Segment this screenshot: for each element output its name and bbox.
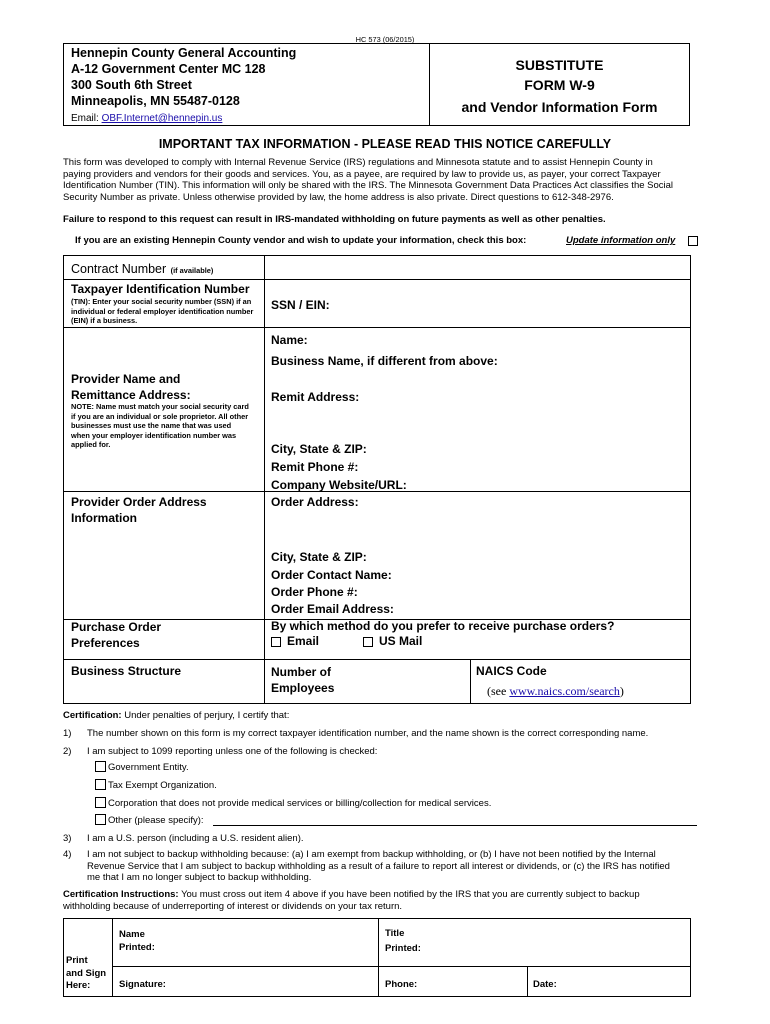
option-corporation: Corporation that does not provide medical services or billing/collection for medical services. (108, 798, 492, 809)
title-printed-field[interactable] (430, 920, 688, 964)
form-title (429, 55, 690, 117)
name-printed-line: Printed: (119, 941, 155, 953)
org-address (71, 45, 296, 109)
signature-label: Signature: (119, 979, 166, 990)
name-printed-line: Name (119, 929, 145, 940)
date-field[interactable] (562, 968, 689, 996)
order-address-label: Order Address: (271, 495, 359, 509)
provider-label-line: Provider Name and (71, 372, 181, 386)
name-printed-field[interactable] (168, 920, 376, 964)
po-mail-label: US Mail (379, 634, 423, 648)
business-structure-label: Business Structure (71, 664, 182, 678)
notice-line: Identification Number (TIN). This information will only be shared with the IRS. The Minnesota Government Data Practices Act classifies the Social (63, 180, 674, 191)
item-3-text: I am a U.S. person (including a U.S. resident alien). (87, 833, 304, 844)
po-preferences-label (71, 619, 161, 651)
other-specify-line[interactable] (213, 825, 697, 826)
instructions-line: withholding because of underreporting of interest or dividends on your tax return. (63, 900, 403, 912)
item-4-line: Revenue Service that I am subject to backup withholding as a result of a failure to report all interest or dividends, or (c) the IRS has notified (87, 860, 670, 872)
phone-label: Phone: (385, 979, 418, 990)
print-sign-line: Print (66, 955, 88, 966)
tin-note (71, 297, 253, 326)
org-name: Hennepin County General Accounting (71, 46, 297, 60)
notice-body (63, 157, 673, 203)
certification-label: Certification: (63, 710, 122, 721)
naics-see: (see (487, 684, 510, 698)
title-printed-line: Title (385, 928, 405, 939)
website-label: Company Website/URL: (271, 478, 407, 492)
print-sign-label (66, 955, 106, 993)
po-pref-line: Preferences (71, 636, 140, 650)
certification-instructions (63, 889, 640, 912)
form-number: HC 573 (06/2015) (355, 35, 415, 44)
item-3-number: 3) (63, 833, 72, 844)
provider-note-line: NOTE: Name must match your social security card (71, 402, 249, 411)
item-2-text: I am subject to 1099 reporting unless one of the following is checked: (87, 746, 378, 757)
option-tax-exempt: Tax Exempt Organization. (108, 780, 217, 791)
org-line-4: Minneapolis, MN 55487-0128 (71, 94, 240, 108)
contract-label-text: Contract Number (71, 262, 167, 276)
order-city-state-zip-label: City, State & ZIP: (271, 550, 367, 564)
notice-line: Security Number as private. Unless otherwise provided by law, the home address is also private. Direct questions to 612-348-2976. (63, 191, 614, 203)
contract-number-label (71, 260, 213, 278)
government-entity-checkbox[interactable] (95, 761, 106, 772)
remit-address-label: Remit Address: (271, 390, 360, 404)
provider-note (71, 402, 249, 450)
order-info-label (71, 494, 207, 526)
tin-note-line: individual or federal employer identification number (71, 306, 254, 316)
print-sign-line: Here: (66, 980, 91, 991)
item-4-line: me that I am no longer subject to backup withholding. (87, 872, 312, 883)
title-substitute: SUBSTITUTE (515, 57, 604, 73)
name-label: Name: (271, 333, 308, 347)
notice-line: This form was developed to comply with Internal Revenue Service (IRS) regulations and Minnesota statute and to assist Hennepin County in (63, 157, 653, 168)
order-contact-label: Order Contact Name: (271, 568, 392, 582)
contract-note: (if available) (170, 266, 214, 275)
po-email-label: Email (287, 634, 320, 648)
naics-close: ) (619, 684, 624, 698)
remit-phone-label: Remit Phone #: (271, 460, 359, 474)
provider-label-line: Remittance Address: (71, 388, 191, 402)
notice-heading: IMPORTANT TAX INFORMATION - PLEASE READ THIS NOTICE CAREFULLY (158, 137, 612, 151)
order-info-line: Information (71, 511, 137, 525)
title-printed-line: Printed: (385, 943, 421, 954)
item-2-number: 2) (63, 746, 72, 757)
update-only-checkbox[interactable] (688, 236, 698, 246)
name-printed-label (119, 929, 155, 954)
tin-note-line: (EIN) if a business. (71, 316, 138, 325)
po-email-checkbox[interactable] (271, 637, 281, 647)
po-question: By which method do you prefer to receive purchase orders? (271, 619, 615, 633)
item-1-text: The number shown on this form is my correct taxpayer identification number, and the name shown is the correct corresponding name. (87, 728, 649, 739)
certification-intro-text: Under penalties of perjury, I certify that: (124, 710, 290, 721)
tin-note-line: (TIN): Enter your social security number (SSN) if an (71, 297, 252, 306)
business-name-label: Business Name, if different from above: (271, 354, 498, 368)
provider-note-line: when your employer identification number was (71, 430, 237, 440)
phone-field[interactable] (420, 968, 525, 996)
print-sign-line: and Sign (66, 967, 107, 979)
order-phone-label: Order Phone #: (271, 585, 358, 599)
existing-vendor-text: If you are an existing Hennepin County vendor and wish to update your information, check this box: (75, 235, 527, 246)
provider-note-line: businesses must use the name that was used (71, 421, 232, 430)
signature-field[interactable] (172, 968, 376, 996)
other-checkbox[interactable] (95, 814, 106, 825)
naics-link[interactable]: www.naics.com/search (509, 684, 620, 698)
provider-label (71, 371, 191, 403)
notice-line: paying providers and vendors for their goods and services. You, as a payee, are required by law to provide us, as payer, your correct Taxpayer (63, 168, 661, 180)
org-line-3: 300 South 6th Street (71, 78, 192, 92)
po-mail-checkbox[interactable] (363, 637, 373, 647)
title-vendor-form: and Vendor Information Form (461, 99, 658, 115)
provider-note-line: if you are an individual or sole proprietor. All other (71, 411, 249, 421)
email-link[interactable]: OBF.Internet@hennepin.us (101, 113, 223, 124)
tin-label: Taxpayer Identification Number (71, 282, 250, 296)
email-label: Email: (71, 113, 99, 124)
ssn-ein-label: SSN / EIN: (271, 298, 330, 312)
date-label: Date: (533, 979, 557, 990)
org-line-2: A-12 Government Center MC 128 (71, 62, 266, 76)
contract-number-field[interactable] (265, 256, 690, 279)
title-w9: FORM W-9 (524, 77, 595, 93)
naics-label: NAICS Code (476, 664, 547, 678)
option-other: Other (please specify): (108, 815, 204, 826)
tax-exempt-checkbox[interactable] (95, 779, 106, 790)
provider-note-line: applied for. (71, 440, 111, 449)
order-email-label: Order Email Address: (271, 602, 394, 616)
item-4-text (87, 849, 670, 884)
update-only-label: Update information only (566, 235, 676, 246)
certification-intro (63, 710, 289, 721)
item-4-number: 4) (63, 849, 72, 860)
po-pref-line: Purchase Order (71, 620, 162, 634)
city-state-zip-label: City, State & ZIP: (271, 442, 367, 456)
naics-reference (487, 684, 624, 699)
instructions-label: Certification Instructions: (63, 889, 179, 900)
item-1-number: 1) (63, 728, 72, 739)
email-line (71, 113, 222, 124)
employees-line: Number of (271, 665, 331, 679)
employees-line: Employees (271, 681, 335, 695)
item-4-line: I am not subject to backup withholding because: (a) I am exempt from backup withholding, or (b) I have not been notified by the Internal (87, 849, 656, 860)
title-printed-label (385, 926, 421, 956)
option-government: Government Entity. (108, 762, 189, 773)
failure-warning: Failure to respond to this request can result in IRS-mandated withholding on future payments as well as other penalties. (63, 214, 606, 225)
order-info-line: Provider Order Address (71, 495, 207, 509)
ssn-ein-field[interactable] (340, 282, 690, 326)
corporation-checkbox[interactable] (95, 797, 106, 808)
instructions-line: You must cross out item 4 above if you have been notified by the IRS that you are currently subject to backup (181, 889, 640, 900)
employees-label (271, 664, 334, 696)
